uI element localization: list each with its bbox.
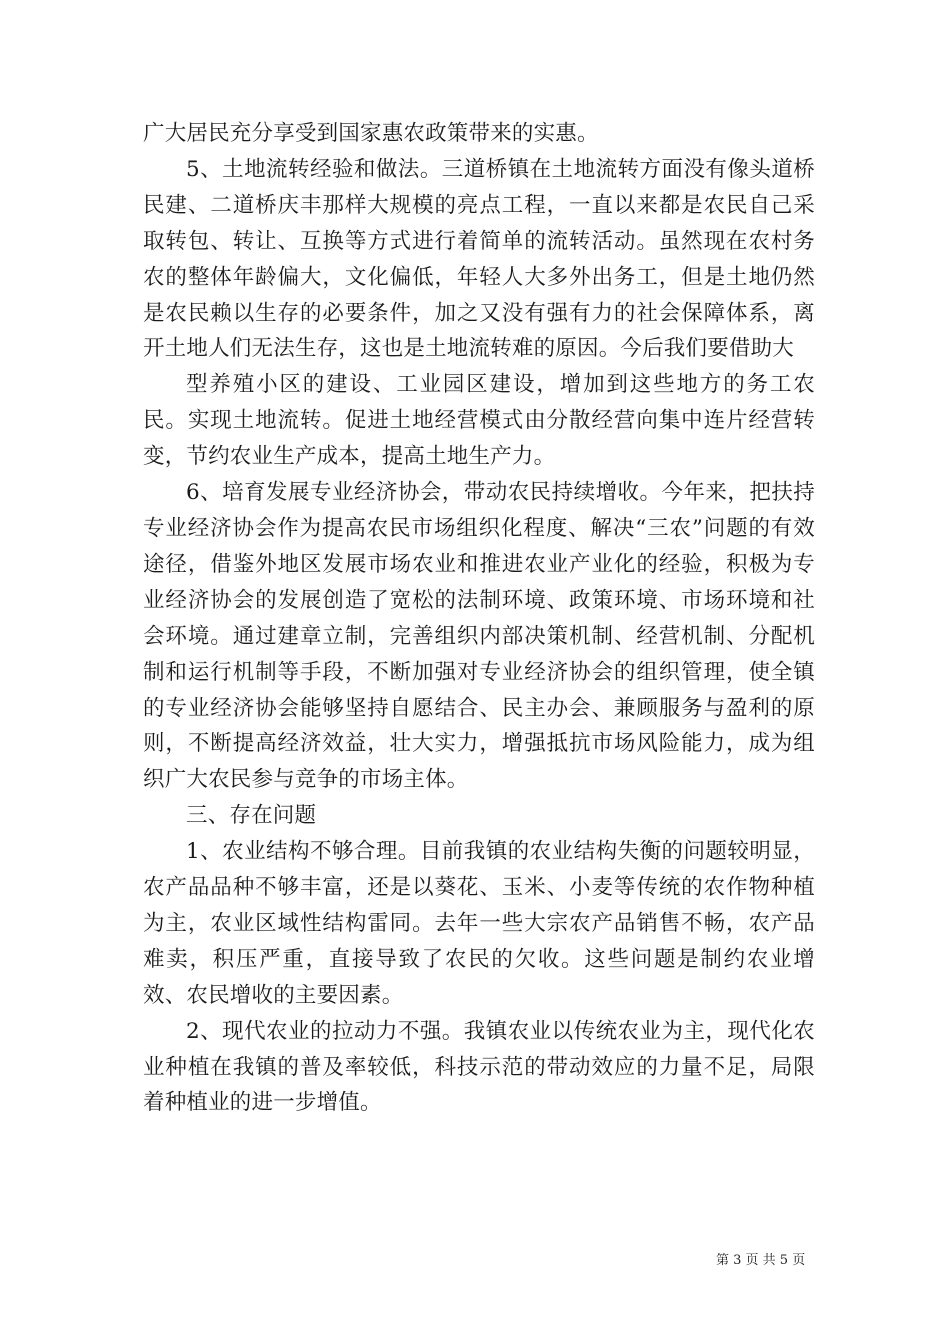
paragraph-breeding-zone: 型养殖小区的建设、工业园区建设，增加到这些地方的务工农民。实现土地流转。促进土地经营模式由分散经营向集中连片经营转变，节约农业生产成本，提高土地生产力。 bbox=[143, 372, 815, 470]
document-body bbox=[143, 116, 815, 1121]
section-heading-existing-problems: 三、存在问题 bbox=[186, 803, 317, 829]
paragraph-continuation: 广大居民充分享受到国家惠农政策带来的实惠。 bbox=[143, 121, 599, 146]
paragraph-agricultural-structure: 1、农业结构不够合理。目前我镇的农业结构失衡的问题较明显，农产品品种不够丰富，还是以葵花、玉米、小麦等传统的农作物种植为主，农业区域性结构雷同。去年一些大宗农产品销售不畅，农产品难卖，积压严重，直接导致了农民的欠收。这些问题是制约农业增效、农民增收的主要因素。 bbox=[143, 839, 815, 1008]
paragraph-modern-agriculture: 2、现代农业的拉动力不强。我镇农业以传统农业为主，现代化农业种植在我镇的普及率较低，科技示范的带动效应的力量不足，局限着种植业的进一步增值。 bbox=[143, 1018, 815, 1116]
page-number-footer: 第 3 页 共 5 页 bbox=[716, 1253, 806, 1268]
paragraph-land-transfer: 5、土地流转经验和做法。三道桥镇在土地流转方面没有像头道桥民建、二道桥庆丰那样大规模的亮点工程，一直以来都是农民自己采取转包、转让、互换等方式进行着简单的流转活动。虽然现在农村务农的整体年龄偏大，文化偏低，年轻人大多外出务工，但是土地仍然是农民赖以生存的必要条件，加之又没有强有力的社会保障体系，离开土地人们无法生存，这也是土地流转难的原因。今后我们要借助大 bbox=[143, 156, 815, 362]
paragraph-economic-associations: 6、培育发展专业经济协会，带动农民持续增收。今年来，把扶持专业经济协会作为提高农民市场组织化程度、解决“三农”问题的有效途径，借鉴外地区发展市场农业和推进农业产业化的经验，积极为专业经济协会的发展创造了宽松的法制环境、政策环境、市场环境和社会环境。通过建章立制，完善组织内部决策机制、经营机制、分配机制和运行机制等手段，不断加强对专业经济协会的组织管理，使全镇的专业经济协会能够坚持自愿结合、民主办会、兼顾服务与盈利的原则，不断提高经济效益，壮大实力，增强抵抗市场风险能力，成为组织广大农民参与竞争的市场主体。 bbox=[143, 480, 815, 793]
